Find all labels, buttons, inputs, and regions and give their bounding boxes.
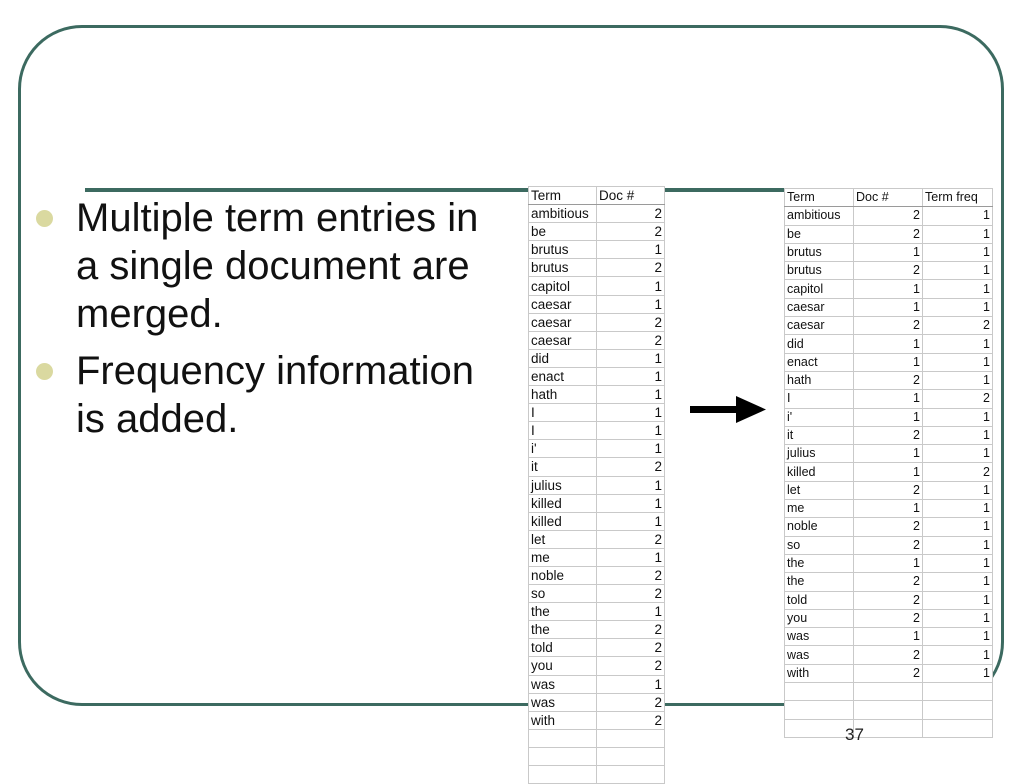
table-cell: with: [529, 711, 597, 729]
table-cell: killed: [785, 463, 854, 481]
table-cell: 1: [923, 280, 993, 298]
table-row: [785, 317, 993, 335]
table-row: [529, 512, 665, 530]
column-header: Doc #: [854, 189, 923, 207]
table-cell: told: [785, 591, 854, 609]
table-cell: 2: [597, 259, 665, 277]
table-cell: 1: [597, 422, 665, 440]
column-header: Term freq: [923, 189, 993, 207]
table-row-empty: [529, 766, 665, 784]
table-row-empty: [785, 719, 993, 737]
table-cell: was: [785, 628, 854, 646]
table-cell: brutus: [785, 262, 854, 280]
table-cell: caesar: [529, 313, 597, 331]
table-row: [785, 243, 993, 261]
table-row: [785, 591, 993, 609]
table-row: [529, 639, 665, 657]
table-cell: the: [529, 621, 597, 639]
table-cell: 2: [597, 530, 665, 548]
table-cell: 2: [854, 426, 923, 444]
table-cell: 1: [597, 367, 665, 385]
table-cell: you: [785, 609, 854, 627]
table-row: [785, 536, 993, 554]
page-number: 37: [845, 725, 864, 744]
table-row: [785, 481, 993, 499]
table-row: [529, 657, 665, 675]
table-cell: [597, 747, 665, 765]
table-cell: the: [785, 554, 854, 572]
table-cell: with: [785, 664, 854, 682]
table-cell: 1: [923, 609, 993, 627]
table-cell: let: [529, 530, 597, 548]
table-row: [529, 331, 665, 349]
table-cell: hath: [785, 371, 854, 389]
table-row: [529, 277, 665, 295]
table-cell: brutus: [529, 259, 597, 277]
table-cell: [923, 701, 993, 719]
table-row: [785, 335, 993, 353]
table-row-empty: [529, 747, 665, 765]
bullet-item: [36, 194, 506, 338]
table-cell: 1: [854, 390, 923, 408]
table-cell: i': [785, 408, 854, 426]
table-cell: [529, 729, 597, 747]
table-cell: 2: [923, 317, 993, 335]
table-cell: brutus: [785, 243, 854, 261]
table-cell: 1: [923, 353, 993, 371]
table-row: [529, 621, 665, 639]
table-header-row: [785, 189, 993, 207]
table-cell: me: [785, 500, 854, 518]
table-row: [529, 241, 665, 259]
bullet-list: [36, 194, 506, 452]
column-header: Term: [529, 187, 597, 205]
table-cell: 2: [597, 458, 665, 476]
table-cell: the: [785, 573, 854, 591]
table-cell: 2: [854, 536, 923, 554]
table-cell: 1: [923, 335, 993, 353]
table-cell: caesar: [529, 331, 597, 349]
table-row: [529, 530, 665, 548]
table-cell: 1: [854, 353, 923, 371]
table-cell: 2: [854, 262, 923, 280]
table-cell: killed: [529, 512, 597, 530]
table-row: [529, 585, 665, 603]
table-cell: [529, 747, 597, 765]
table-cell: 2: [597, 693, 665, 711]
table-row: [785, 646, 993, 664]
table-cell: you: [529, 657, 597, 675]
table-cell: 1: [597, 675, 665, 693]
table-cell: 1: [854, 335, 923, 353]
table-cell: [597, 729, 665, 747]
table-cell: 2: [923, 390, 993, 408]
table-cell: it: [785, 426, 854, 444]
bullet-dot-icon: [36, 363, 53, 380]
table-cell: brutus: [529, 241, 597, 259]
table-row: [529, 422, 665, 440]
table-row: [785, 554, 993, 572]
table-cell: 1: [854, 280, 923, 298]
table-row: [529, 458, 665, 476]
table-cell: 1: [923, 426, 993, 444]
table-cell: 2: [597, 205, 665, 223]
table-cell: 2: [923, 463, 993, 481]
table-cell: 2: [597, 331, 665, 349]
table-cell: 1: [923, 591, 993, 609]
table-cell: capitol: [785, 280, 854, 298]
table-row: [529, 349, 665, 367]
table-cell: I: [785, 390, 854, 408]
table-cell: 1: [597, 512, 665, 530]
table-cell: 2: [854, 609, 923, 627]
table-row: [785, 280, 993, 298]
table-row: [529, 476, 665, 494]
table-cell: 2: [854, 518, 923, 536]
table-row: [529, 259, 665, 277]
table-row-empty: [529, 729, 665, 747]
table-row: [785, 408, 993, 426]
table-cell: [923, 683, 993, 701]
table-cell: 1: [854, 408, 923, 426]
arrow-right-icon: [690, 395, 770, 425]
table-cell: noble: [529, 566, 597, 584]
table-cell: capitol: [529, 277, 597, 295]
table-cell: 1: [923, 646, 993, 664]
table-cell: did: [785, 335, 854, 353]
table-row: [785, 262, 993, 280]
table-cell: 1: [597, 603, 665, 621]
table-cell: 1: [923, 445, 993, 463]
table-cell: caesar: [785, 298, 854, 316]
table-cell: 1: [923, 518, 993, 536]
table-cell: [597, 766, 665, 784]
table-cell: ambitious: [529, 205, 597, 223]
table-cell: was: [529, 675, 597, 693]
table-cell: it: [529, 458, 597, 476]
table-cell: 2: [597, 313, 665, 331]
table-cell: 1: [923, 481, 993, 499]
table-cell: noble: [785, 518, 854, 536]
table-cell: ambitious: [785, 207, 854, 225]
table-row: [785, 500, 993, 518]
table-row: [785, 207, 993, 225]
table-cell: julius: [529, 476, 597, 494]
table-cell: so: [529, 585, 597, 603]
table-cell: 1: [854, 298, 923, 316]
table-row: [529, 223, 665, 241]
table-cell: 2: [854, 225, 923, 243]
table-row: [529, 367, 665, 385]
table-cell: 1: [923, 225, 993, 243]
table-cell: 2: [854, 371, 923, 389]
table-cell: 2: [854, 481, 923, 499]
bullet-item: [36, 347, 506, 443]
table-row: [785, 445, 993, 463]
table-row: [785, 463, 993, 481]
table-cell: caesar: [785, 317, 854, 335]
table-cell: julius: [785, 445, 854, 463]
term-doc-table: [528, 186, 665, 784]
table-row: [529, 205, 665, 223]
table-cell: [529, 766, 597, 784]
table-cell: 1: [597, 349, 665, 367]
table-row: [785, 371, 993, 389]
table-cell: 1: [854, 243, 923, 261]
table-row: [785, 664, 993, 682]
table-row: [529, 404, 665, 422]
table-cell: 1: [923, 371, 993, 389]
table-cell: 1: [923, 243, 993, 261]
bullet-dot-icon: [36, 210, 53, 227]
table-row: [529, 440, 665, 458]
table-cell: caesar: [529, 295, 597, 313]
table-cell: enact: [529, 367, 597, 385]
table-row-empty: [785, 683, 993, 701]
table-cell: 1: [923, 573, 993, 591]
table-cell: 1: [597, 295, 665, 313]
table-cell: 1: [854, 445, 923, 463]
table-cell: 1: [597, 548, 665, 566]
table-cell: [785, 683, 854, 701]
table-row: [785, 426, 993, 444]
table-row: [785, 609, 993, 627]
bullet-text: Multiple term entries in a single document are merged.: [76, 196, 479, 336]
table-cell: enact: [785, 353, 854, 371]
table-row: [785, 298, 993, 316]
table-cell: 2: [597, 639, 665, 657]
table-row: [785, 573, 993, 591]
table-cell: was: [529, 693, 597, 711]
table-cell: 2: [854, 646, 923, 664]
table-cell: 1: [597, 404, 665, 422]
table-cell: 2: [597, 621, 665, 639]
table-cell: hath: [529, 386, 597, 404]
table-cell: [785, 701, 854, 719]
table-row: [529, 494, 665, 512]
table-cell: 1: [854, 554, 923, 572]
table-row: [529, 386, 665, 404]
table-cell: 1: [923, 298, 993, 316]
table-cell: the: [529, 603, 597, 621]
table-cell: 2: [854, 573, 923, 591]
table-cell: killed: [529, 494, 597, 512]
table-cell: 2: [597, 585, 665, 603]
table-cell: I: [529, 404, 597, 422]
table-cell: 1: [923, 500, 993, 518]
table-cell: 1: [923, 262, 993, 280]
table-cell: i': [529, 440, 597, 458]
table-cell: told: [529, 639, 597, 657]
table-cell: 1: [923, 628, 993, 646]
table-cell: 2: [597, 223, 665, 241]
table-cell: did: [529, 349, 597, 367]
table-cell: 1: [597, 476, 665, 494]
table-cell: 1: [923, 554, 993, 572]
table-cell: 1: [923, 664, 993, 682]
table-row-empty: [785, 701, 993, 719]
table-cell: was: [785, 646, 854, 664]
table-cell: 2: [854, 664, 923, 682]
table-cell: 1: [597, 277, 665, 295]
table-row: [529, 675, 665, 693]
table-cell: me: [529, 548, 597, 566]
table-cell: let: [785, 481, 854, 499]
table-cell: be: [529, 223, 597, 241]
table-row: [529, 566, 665, 584]
term-doc-freq-table: [784, 188, 993, 738]
table-cell: 2: [854, 207, 923, 225]
table-row: [785, 390, 993, 408]
table-row: [785, 225, 993, 243]
table-header-row: [529, 187, 665, 205]
table-row: [785, 518, 993, 536]
table-cell: [854, 701, 923, 719]
table-cell: 2: [597, 711, 665, 729]
table-cell: 2: [597, 566, 665, 584]
table-cell: I: [529, 422, 597, 440]
column-header: Doc #: [597, 187, 665, 205]
table-cell: 1: [923, 536, 993, 554]
table-cell: [785, 719, 854, 737]
table-cell: 1: [854, 463, 923, 481]
table-row: [529, 313, 665, 331]
table-row: [785, 628, 993, 646]
table-cell: 1: [854, 500, 923, 518]
table-cell: [923, 719, 993, 737]
table-row: [529, 295, 665, 313]
table-cell: 1: [597, 241, 665, 259]
bullet-text: Frequency information is added.: [76, 349, 474, 441]
table-row: [529, 603, 665, 621]
table-row: [785, 353, 993, 371]
table-cell: 1: [597, 386, 665, 404]
column-header: Term: [785, 189, 854, 207]
table-cell: 2: [854, 317, 923, 335]
table-cell: 1: [923, 408, 993, 426]
table-cell: [854, 683, 923, 701]
table-row: [529, 711, 665, 729]
table-cell: 2: [854, 591, 923, 609]
table-cell: 1: [597, 440, 665, 458]
table-cell: be: [785, 225, 854, 243]
table-cell: 1: [854, 628, 923, 646]
table-cell: 1: [597, 494, 665, 512]
table-row: [529, 693, 665, 711]
table-cell: 2: [597, 657, 665, 675]
table-cell: so: [785, 536, 854, 554]
table-cell: 1: [923, 207, 993, 225]
table-row: [529, 548, 665, 566]
